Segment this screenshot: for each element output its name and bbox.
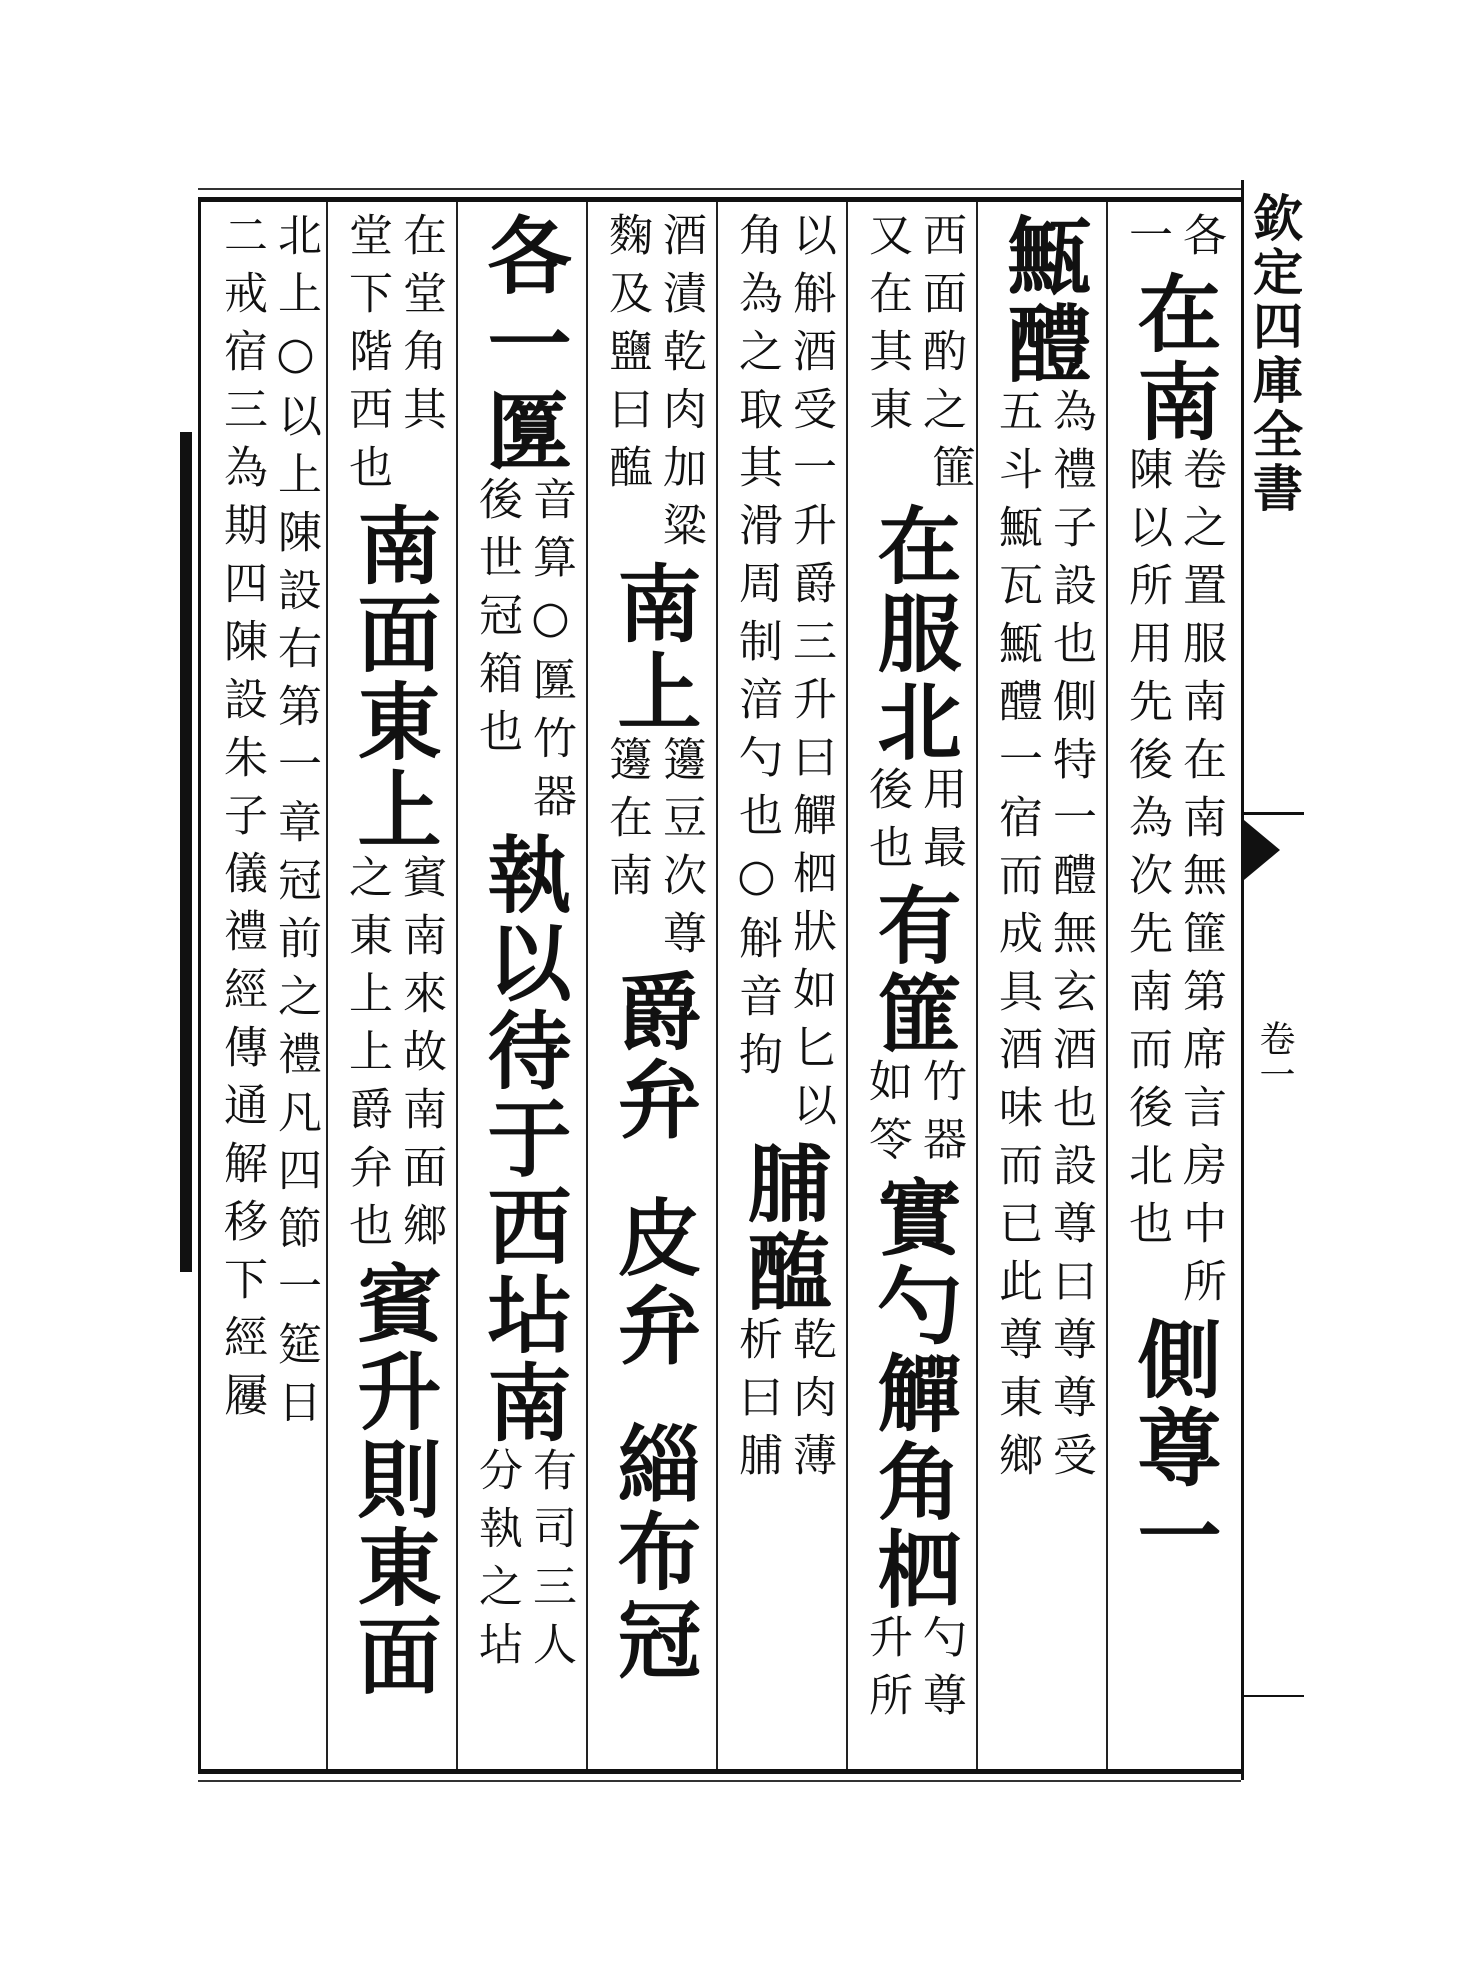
- fold-margin: [1241, 180, 1304, 1780]
- column-rule: [1106, 202, 1108, 1769]
- main-text: 南上: [604, 560, 703, 736]
- commentary-left: 如笭: [861, 1058, 912, 1174]
- commentary-left: 析曰脯: [731, 1316, 782, 1490]
- commentary-right: 卷之置服南在南無篚第席言房中所: [1175, 446, 1226, 1316]
- commentary-right: 各: [1175, 212, 1226, 270]
- commentary-right: 西面酌之: [915, 212, 966, 444]
- text-column: [850, 212, 976, 1762]
- commentary-pair: [339, 212, 447, 502]
- main-text: 賓升則東面: [344, 1260, 443, 1700]
- commentary-left: 後世冠箱也: [471, 476, 522, 766]
- column-rule: [976, 202, 978, 1769]
- commentary-right: 用最: [915, 766, 966, 882]
- commentary-left: 陳以所用先後為次先南而後北也: [1121, 446, 1172, 1258]
- book-title: 欽定四庫全書: [1245, 192, 1304, 516]
- fold-margin-rule: [1244, 1695, 1304, 1697]
- commentary-right: 有司三人: [525, 1447, 576, 1679]
- commentary-pair: [859, 1614, 967, 1730]
- commentary-left: 二戒宿三為期四陳設朱子儀禮經傳通解移下經屨: [216, 212, 267, 1430]
- main-text: 爵弁: [604, 968, 703, 1144]
- main-text: 實勺觶角柶: [864, 1174, 963, 1614]
- main-text: 執以待于西坫南: [474, 831, 573, 1447]
- commentary-left: 五斗甒瓦甒醴一宿而成具酒味而已此尊東鄉: [991, 388, 1042, 1490]
- commentary-left: 之東上上爵弁也: [341, 854, 392, 1260]
- commentary-right: 酒漬乾肉加粱: [655, 212, 706, 560]
- commentary-pair: [599, 736, 707, 968]
- commentary-left: 後也: [861, 766, 912, 882]
- commentary-left: 又在其東: [861, 212, 912, 444]
- commentary-pair: [859, 766, 967, 882]
- text-column: [1110, 212, 1236, 1762]
- commentary-right: 勺尊: [915, 1614, 966, 1730]
- commentary-pair: [729, 1316, 837, 1490]
- commentary-right: 籩豆次尊: [655, 736, 706, 968]
- fishtail-icon: [1244, 820, 1280, 880]
- commentary-left: 籩在南: [601, 736, 652, 910]
- commentary-right: 賓南來故南面鄉: [395, 854, 446, 1260]
- text-column: [980, 212, 1106, 1762]
- commentary-right: 以斛酒受一升爵三升曰觶柶狀如匕以: [785, 212, 836, 1140]
- column-rule: [456, 202, 458, 1769]
- commentary-right: 竹器: [915, 1058, 966, 1174]
- commentary-right: 音算○匴竹器: [525, 476, 576, 831]
- commentary-pair: [989, 388, 1097, 1490]
- main-text: 有篚: [864, 882, 963, 1058]
- commentary-right: 北上○以上陳設右第一章冠前之禮凡四節一筵日: [270, 212, 321, 1437]
- commentary-pair: [339, 854, 447, 1260]
- text-column: [330, 212, 456, 1762]
- main-text: 南面東上: [344, 502, 443, 854]
- commentary-pair: [859, 212, 967, 444]
- commentary-right: 乾肉薄: [785, 1316, 836, 1490]
- text-column: [460, 212, 586, 1762]
- commentary-pair: [599, 212, 707, 560]
- main-text: 皮弁: [604, 1194, 703, 1370]
- commentary-pair: [729, 212, 837, 1140]
- frame-bottom-rule: [198, 1780, 1241, 1782]
- main-text: 甒醴: [994, 212, 1093, 388]
- main-text: 脯醢: [734, 1140, 833, 1316]
- text-column: [205, 212, 331, 1762]
- volume-label: 卷一: [1254, 1020, 1295, 1092]
- commentary-pair: [214, 212, 322, 1437]
- main-text: 各一匴: [474, 212, 573, 476]
- main-text: 在服北: [864, 502, 963, 766]
- column-rule: [586, 202, 588, 1769]
- commentary-left: 角為之取其滑周制湆勺也○斛音拘: [731, 212, 782, 1089]
- commentary-pair: [859, 1058, 967, 1174]
- main-text: 在南: [1124, 270, 1223, 446]
- commentary-left: 升所: [861, 1614, 912, 1730]
- main-text: 側尊一: [1124, 1316, 1223, 1580]
- frame-top-rule: [198, 188, 1241, 190]
- column-rule: [716, 202, 718, 1769]
- commentary-pair: [469, 476, 577, 831]
- main-text: 緇布冠: [604, 1420, 703, 1684]
- text-column: [720, 212, 846, 1762]
- fishtail-rule: [1244, 812, 1304, 815]
- commentary-pair: [1119, 212, 1227, 270]
- commentary-left: 堂下階西也: [341, 212, 392, 502]
- gutter-shadow: [180, 432, 192, 1272]
- commentary-left: 分執之坫: [471, 1447, 522, 1679]
- commentary-right: 在堂角其: [395, 212, 446, 444]
- text-column: [590, 212, 716, 1762]
- column-rule: [846, 202, 848, 1769]
- commentary-pair: [469, 1447, 577, 1679]
- commentary-left: 一: [1121, 212, 1172, 270]
- commentary-pair: [1119, 446, 1227, 1316]
- commentary-note: 篚: [924, 444, 975, 502]
- commentary-right: 為禮子設也側特一醴無玄酒也設尊曰尊尊受: [1045, 388, 1096, 1490]
- commentary-left: 麴及鹽曰醢: [601, 212, 652, 502]
